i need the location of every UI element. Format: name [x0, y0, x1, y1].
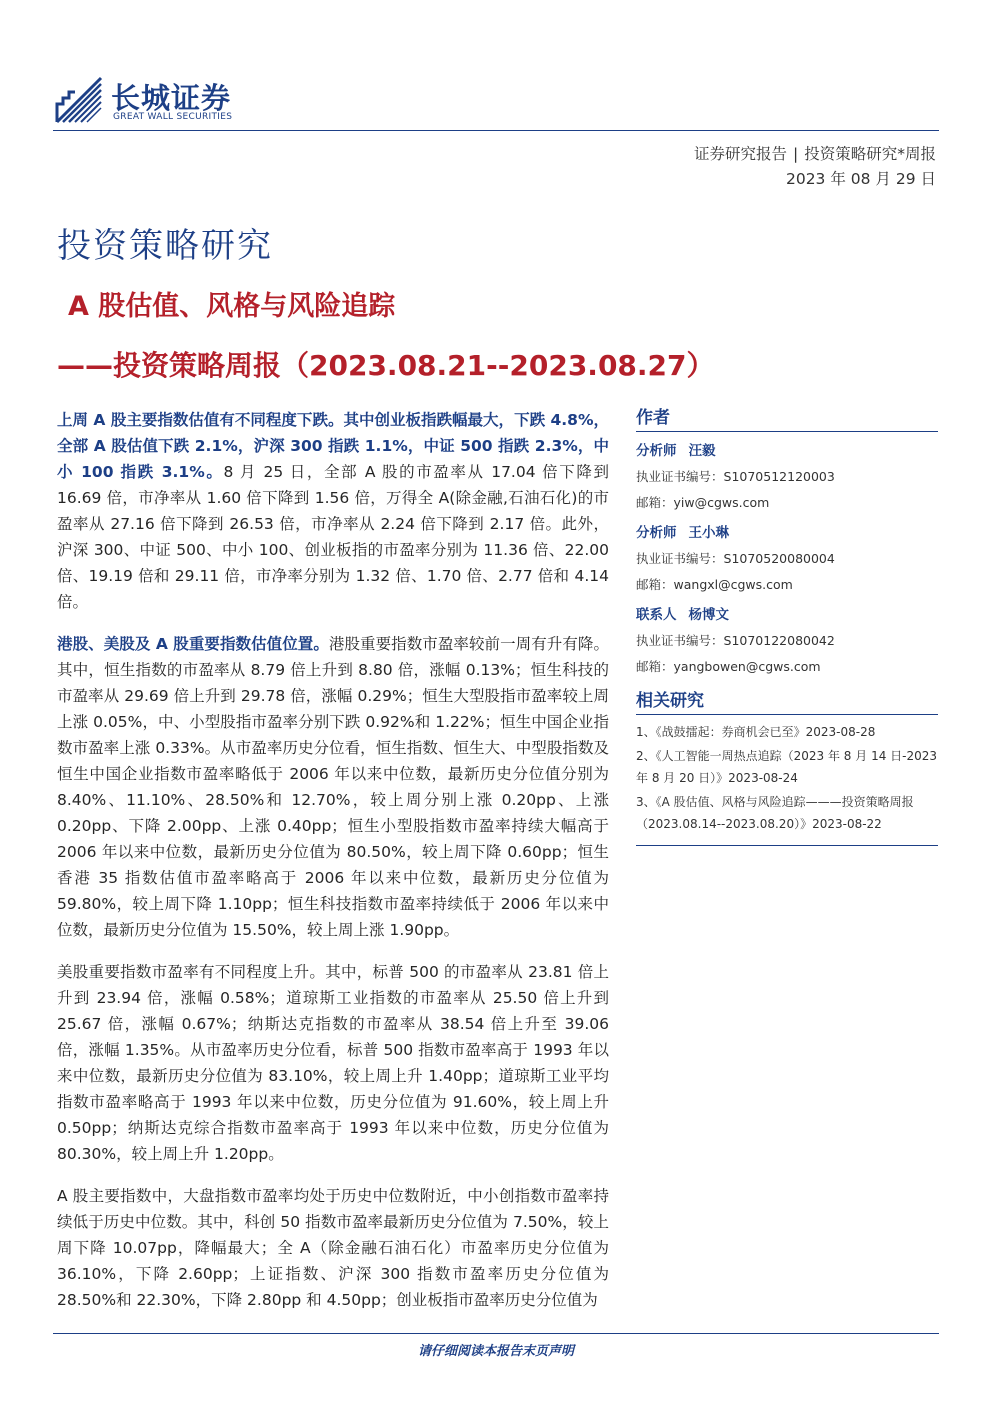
paragraph-lead: 港股、美股及 A 股重要指数估值位置。 — [57, 635, 329, 653]
paragraph-lead: 上周 A 股主要指数估值有不同程度下跌。其中创业板指跌幅最大，下跌 4.8%，全部 A 股估值下跌 2.1%，沪深 300 指跌 1.1%，中证 500 指跌 2.3%，中小 100 指跌 3.1%。 — [57, 411, 609, 481]
author-name-line — [636, 438, 938, 464]
meta-separator: | — [793, 145, 799, 163]
author-email-link[interactable]: yiw@cgws.com — [673, 495, 770, 510]
paragraph — [57, 407, 609, 615]
email-label: 邮箱： — [636, 495, 674, 510]
report-meta — [694, 142, 936, 192]
paragraph — [57, 1183, 609, 1313]
author-card — [636, 438, 938, 516]
related-research-item[interactable]: 2、《人工智能一周热点追踪（2023 年 8 月 14 日-2023 年 8 月 20 日）》2023-08-24 — [636, 749, 938, 785]
logo-chinese-name: 长城证券 — [111, 81, 232, 115]
paragraph — [57, 631, 609, 943]
cert-number: S1070512120003 — [723, 469, 835, 484]
body-text-column — [57, 407, 609, 1329]
paragraph — [57, 959, 609, 1167]
paragraph-text: 美股重要指数市盈率有不同程度上升。其中，标普 500 的市盈率从 23.81 倍上升到 23.94 倍，涨幅 0.58%；道琼斯工业指数的市盈率从 25.50 倍上升到 25.67 倍，涨幅 0.67%；纳斯达克指数的市盈率从 38.54 倍上升至 39.06 倍，涨幅 1.35%。从市盈率历史分位看，标普 500 指数市盈率高于 1993 年以来中位数，最新历史分位值为 83.10%，较上周上升 1.40pp；道琼斯工业平均指数市盈率略高于 1993 年以来中位数，历史分位值为 91.60%，较上周上升 0.50pp；纳斯达克综合指数市盈率高于 1993 年以来中位数，历史分位值为 80.30%，较上周上升 1.20pp。 — [57, 963, 609, 1163]
sidebar — [636, 403, 938, 846]
author-role: 分析师 — [636, 443, 677, 459]
author-name-line — [636, 520, 938, 546]
related-research-heading: 相关研究 — [636, 686, 938, 715]
author-card — [636, 602, 938, 680]
related-research-item[interactable]: 1、《战鼓擂起：券商机会已至》2023-08-28 — [636, 725, 876, 739]
author-cert-line — [636, 628, 938, 654]
author-name: 王小琳 — [688, 525, 729, 541]
logo-english-name: GREAT WALL SECURITIES — [113, 112, 233, 122]
cert-number: S1070122080042 — [723, 633, 835, 648]
email-label: 邮箱： — [636, 659, 674, 674]
email-label: 邮箱： — [636, 577, 674, 592]
report-date: 2023 年 08 月 29 日 — [785, 170, 936, 188]
company-logo — [53, 74, 313, 130]
author-card — [636, 520, 938, 598]
author-cert-line — [636, 546, 938, 572]
report-type: 证券研究报告 — [693, 145, 787, 163]
author-email-line — [636, 572, 938, 598]
report-title: A 股估值、风格与风险追踪 — [68, 291, 396, 322]
cert-label: 执业证书编号： — [636, 469, 724, 484]
author-role: 分析师 — [636, 525, 677, 541]
report-subtitle: ——投资策略周报（2023.08.21--2023.08.27） — [57, 349, 715, 382]
author-email-link[interactable]: wangxl@cgws.com — [673, 577, 793, 592]
author-name: 杨博文 — [688, 607, 729, 623]
related-research-list — [636, 721, 938, 846]
header-divider — [53, 130, 939, 131]
paragraph-text: A 股主要指数中，大盘指数市盈率均处于历史中位数附近，中小创指数市盈率持续低于历史中位数。其中，科创 50 指数市盈率最新历史分位值为 7.50%，较上周下降 10.07pp，降幅最大；全 A（除金融石油石化）市盈率历史分位值为 36.10%，下降 2.60pp；上证指数、沪深 300 指数市盈率历史分位值为 28.50%和 22.30%，下降 2.80pp 和 4.50pp；创业板指市盈率历史分位值为 — [57, 1187, 609, 1309]
great-wall-logo-icon — [53, 74, 105, 126]
authors-heading: 作者 — [636, 403, 938, 432]
related-research-item[interactable]: 3、《A 股估值、风格与风险追踪———投资策略周报（2023.08.14--2023.08.20）》2023-08-22 — [636, 795, 914, 831]
footer-disclaimer: 请仔细阅读本报告末页声明 — [417, 1344, 574, 1359]
cert-label: 执业证书编号： — [636, 633, 724, 648]
cert-label: 执业证书编号： — [636, 551, 724, 566]
author-role: 联系人 — [636, 607, 677, 623]
section-title: 投资策略研究 — [57, 226, 273, 266]
cert-number: S1070520080004 — [723, 551, 835, 566]
report-category — [694, 142, 936, 167]
author-email-line — [636, 490, 938, 516]
paragraph-text: 港股重要指数市盈率较前一周有升有降。其中，恒生指数的市盈率从 8.79 倍上升到 8.80 倍，涨幅 0.13%；恒生科技的市盈率从 29.69 倍上升到 29.78 倍，涨幅 0.29%；恒生大型股指市盈率较上周上涨 0.05%，中、小型股指市盈率分别下跌 0.92%和 1.22%；恒生中国企业指数市盈率上涨 0.33%。从市盈率历史分位看，恒生指数、恒生大、中型股指数及恒生中国企业指数市盈率略低于 2006 年以来中位数，最新历史分位值分别为 8.40%、11.10%、28.50%和 12.70%，较上周分别上涨 0.20pp、上涨 0.20pp、下降 2.00pp、上涨 0.40pp；恒生小型股指数市盈率持续大幅高于 2006 年以来中位数，最新历史分位值为 80.50%，较上周下降 0.60pp；恒生香港 35 指数估值市盈率略高于 2006 年以来中位数，最新历史分位值为 59.80%，较上周下降 1.10pp；恒生科技指数市盈率持续低于 2006 年以来中位数，最新历史分位值为 15.50%，较上周上涨 1.90pp。 — [57, 635, 609, 939]
footer-divider — [53, 1333, 939, 1334]
author-email-link[interactable]: yangbowen@cgws.com — [673, 659, 821, 674]
author-name: 汪毅 — [688, 443, 716, 459]
author-email-line — [636, 654, 938, 680]
author-cert-line — [636, 464, 938, 490]
report-series: 投资策略研究*周报 — [804, 145, 936, 163]
author-name-line — [636, 602, 938, 628]
paragraph-text: 8 月 25 日，全部 A 股的市盈率从 17.04 倍下降到 16.69 倍，市净率从 1.60 倍下降到 1.56 倍，万得全 A(除金融,石油石化)的市盈率从 27.16 倍下降到 26.53 倍，市净率从 2.24 倍下降到 2.17 倍。此外，沪深 300、中证 500、中小 100、创业板指的市盈率分别为 11.36 倍、22.00 倍、19.19 倍和 29.11 倍，市净率分别为 1.32 倍、1.70 倍、2.77 倍和 4.14 倍。 — [57, 463, 609, 611]
